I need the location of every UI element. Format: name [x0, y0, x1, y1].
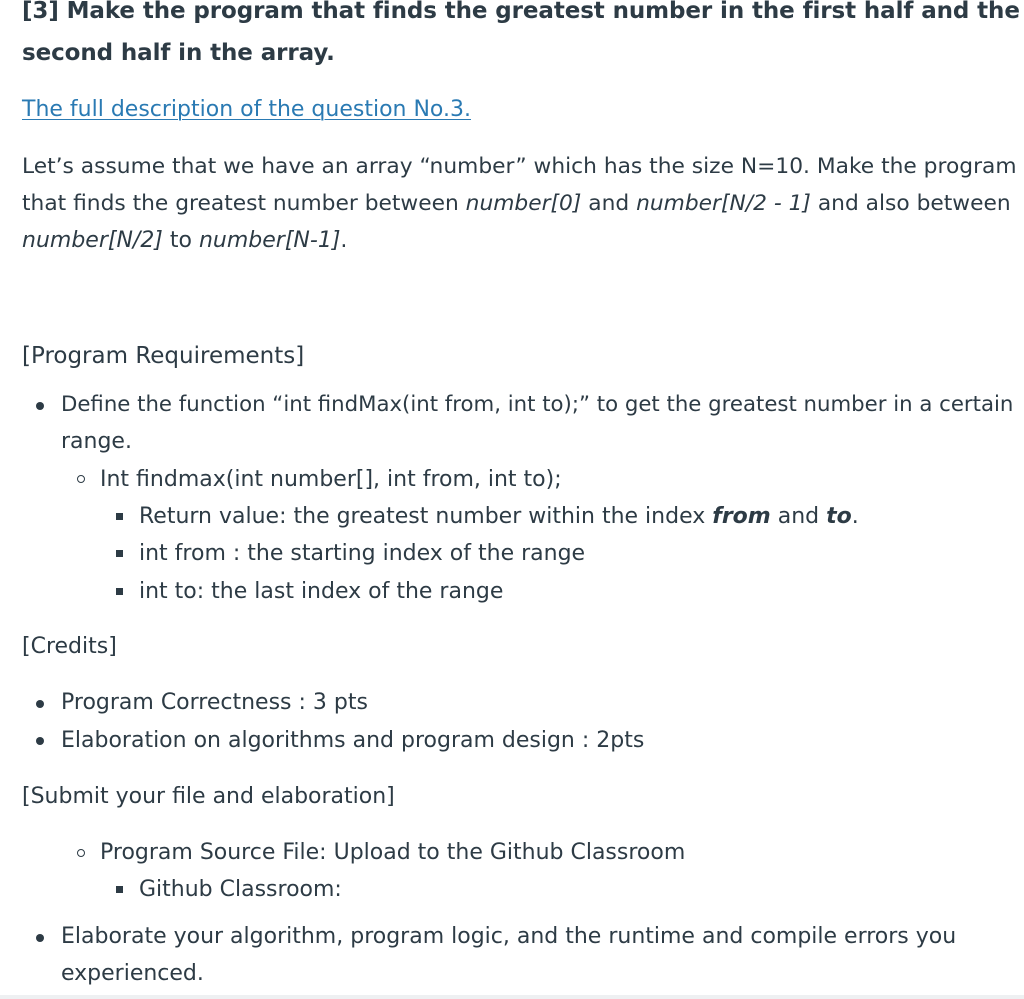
submit-item1-line1: Elaborate your algorithm, program logic, and the runtime and compile errors you — [61, 924, 957, 949]
bullet-disc-icon — [36, 402, 44, 410]
credits-item1: Program Correctness : 3 pts — [61, 690, 368, 715]
question-title-line1: [3] Make the program that finds the greatest number in the first half and the — [22, 0, 1020, 24]
bullet-square-icon — [116, 588, 123, 595]
full-description-link[interactable]: The full description of the question No.3. — [22, 97, 471, 122]
bullet-square-icon — [116, 550, 123, 557]
intro-line1: Let’s assume that we have an array “number” which has the size N=10. Make the program — [22, 154, 1017, 179]
requirement-detail2: int from : the starting index of the range — [139, 541, 586, 566]
intro-line3 — [22, 227, 347, 255]
submit-heading: [Submit your file and elaboration] — [22, 784, 395, 809]
detail-emphasis: to — [826, 504, 852, 529]
intro-line2 — [22, 190, 1011, 218]
requirements-heading: [Program Requirements] — [22, 343, 305, 369]
requirement-item1-line1: Define the function “int findMax(int from, int to);” to get the greatest number in a certain — [61, 392, 1014, 417]
submit-sub1: Program Source File: Upload to the Github Classroom — [100, 840, 686, 865]
bullet-disc-icon — [36, 737, 44, 745]
intro-text: that finds the greatest number between — [22, 191, 466, 216]
credits-heading: [Credits] — [22, 634, 117, 659]
submit-detail1: Github Classroom: — [139, 877, 342, 902]
intro-code: number[N/2 - 1] — [636, 191, 811, 216]
question-title-line2: second half in the array. — [22, 40, 335, 66]
requirement-item1-line2: range. — [61, 429, 132, 454]
bullet-circle-icon — [77, 475, 85, 483]
intro-code: number[0] — [465, 191, 582, 216]
bullet-disc-icon — [36, 700, 44, 708]
bullet-square-icon — [116, 886, 123, 893]
bullet-circle-icon — [77, 849, 85, 857]
bullet-disc-icon — [36, 934, 44, 942]
intro-code: number[N/2] — [22, 228, 163, 253]
bullet-square-icon — [116, 513, 123, 520]
submit-item1-line2: experienced. — [61, 961, 204, 986]
bottom-divider — [0, 995, 1024, 999]
intro-text: . — [340, 228, 348, 253]
detail-text: Return value: the greatest number within the index — [139, 504, 713, 529]
intro-text: to — [162, 228, 199, 253]
detail-text: . — [851, 504, 859, 529]
requirement-detail3: int to: the last index of the range — [139, 579, 504, 604]
requirement-sub1: Int findmax(int number[], int from, int to); — [100, 467, 562, 492]
detail-text: and — [770, 504, 827, 529]
intro-text: and — [581, 191, 637, 216]
credits-item2: Elaboration on algorithms and program design : 2pts — [61, 728, 645, 753]
intro-code: number[N-1] — [198, 228, 341, 253]
detail-emphasis: from — [712, 504, 771, 529]
intro-text: and also between — [810, 191, 1011, 216]
requirement-detail1 — [139, 503, 859, 531]
